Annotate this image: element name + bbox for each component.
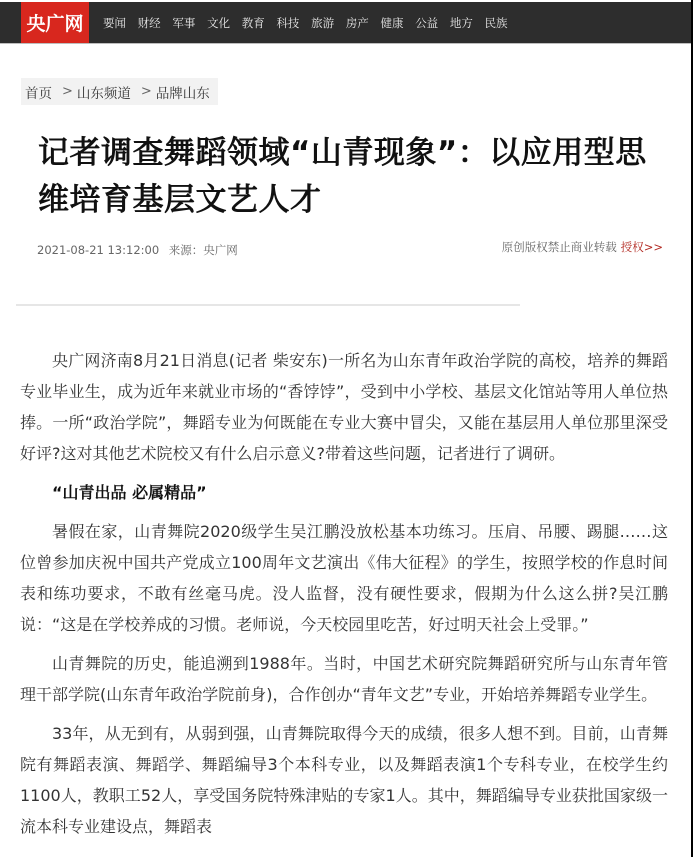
breadcrumb-brand-shandong[interactable]: 品牌山东	[155, 85, 210, 102]
publish-datetime: 2021-08-21 13:12:00	[37, 243, 160, 257]
article-subheading: “山青出品 必属精品”	[52, 483, 207, 502]
top-navbar	[0, 2, 691, 44]
nav-menu	[103, 2, 519, 43]
nav-item-military[interactable]: 军事	[172, 15, 196, 30]
article-paragraph: 暑假在家，山青舞院2020级学生吴江鹏没放松基本功练习。压肩、吊腰、踢腿……这位曾参加庆祝中国共产党成立100周年文艺演出《伟大征程》的学生，按照学校的作息时间表和练功要求，不敢有丝毫马虎。没人监督，没有硬性要求，假期为什么这么拼?吴江鹏说：“这是在学校养成的习惯。老师说，今天校园里吃苦，好过明天社会上受罪。”	[20, 522, 668, 634]
nav-item-travel[interactable]: 旅游	[311, 15, 335, 30]
window-top-edge	[0, 0, 693, 1]
nav-item-ethnic[interactable]: 民族	[484, 15, 508, 30]
nav-item-local[interactable]: 地方	[449, 15, 473, 30]
breadcrumb-shandong-channel[interactable]: 山东频道	[76, 85, 131, 102]
article-meta	[37, 242, 244, 258]
nav-item-culture[interactable]: 文化	[207, 15, 231, 30]
copyright-notice: 原创版权禁止商业转载	[501, 240, 617, 254]
source-label-text: 来源：	[168, 243, 204, 257]
breadcrumb-separator: >	[140, 84, 152, 99]
nav-item-charity[interactable]: 公益	[415, 15, 439, 30]
source-label	[169, 243, 238, 257]
copyright-notice-bar	[502, 239, 663, 255]
nav-item-technology[interactable]: 科技	[276, 15, 300, 30]
nav-item-health[interactable]: 健康	[380, 15, 404, 30]
breadcrumb	[21, 78, 218, 105]
article-paragraph: 山青舞院的历史，能追溯到1988年。当时，中国艺术研究院舞蹈研究所与山东青年管理干部学院(山东青年政治学院前身)，合作创办“青年文艺”专业，开始培养舞蹈专业学生。	[20, 654, 668, 704]
breadcrumb-home[interactable]: 首页	[25, 85, 52, 102]
article-body	[20, 345, 668, 850]
breadcrumb-separator: >	[62, 84, 73, 99]
article-title: 记者调查舞蹈领域“山青现象”：以应用型思维培育基层文艺人才	[38, 135, 647, 218]
source-name: 央广网	[203, 243, 238, 257]
nav-item-news[interactable]: 要闻	[103, 15, 126, 30]
article-paragraph: 央广网济南8月21日消息(记者 柴安东)一所名为山东青年政治学院的高校，培养的舞蹈专业毕业生，成为近年来就业市场的“香饽饽”，受到中小学校、基层文化馆站等用人单位热捧。一所“政治学院”，舞蹈专业为何既能在专业大赛中冒尖，又能在基层用人单位那里深受好评?这对其他艺术院校又有什么启示意义?带着这些问题，记者进行了调研。	[20, 351, 668, 463]
nav-item-education[interactable]: 教育	[241, 15, 265, 30]
article-paragraph: 33年，从无到有，从弱到强，山青舞院取得今天的成绩，很多人想不到。目前，山青舞院有舞蹈表演、舞蹈学、舞蹈编导3个本科专业，以及舞蹈表演1个专科专业，在校学生约1100人，教职工52人，享受国务院特殊津贴的专家1人。其中，舞蹈编导专业获批国家级一流本科专业建设点，舞蹈表	[20, 724, 668, 836]
nav-item-finance[interactable]: 财经	[137, 15, 161, 30]
header-divider	[16, 304, 520, 306]
authorize-link[interactable]: 授权>>	[620, 240, 663, 254]
site-logo[interactable]: 央广网	[21, 2, 89, 43]
nav-item-realestate[interactable]: 房产	[345, 15, 369, 30]
